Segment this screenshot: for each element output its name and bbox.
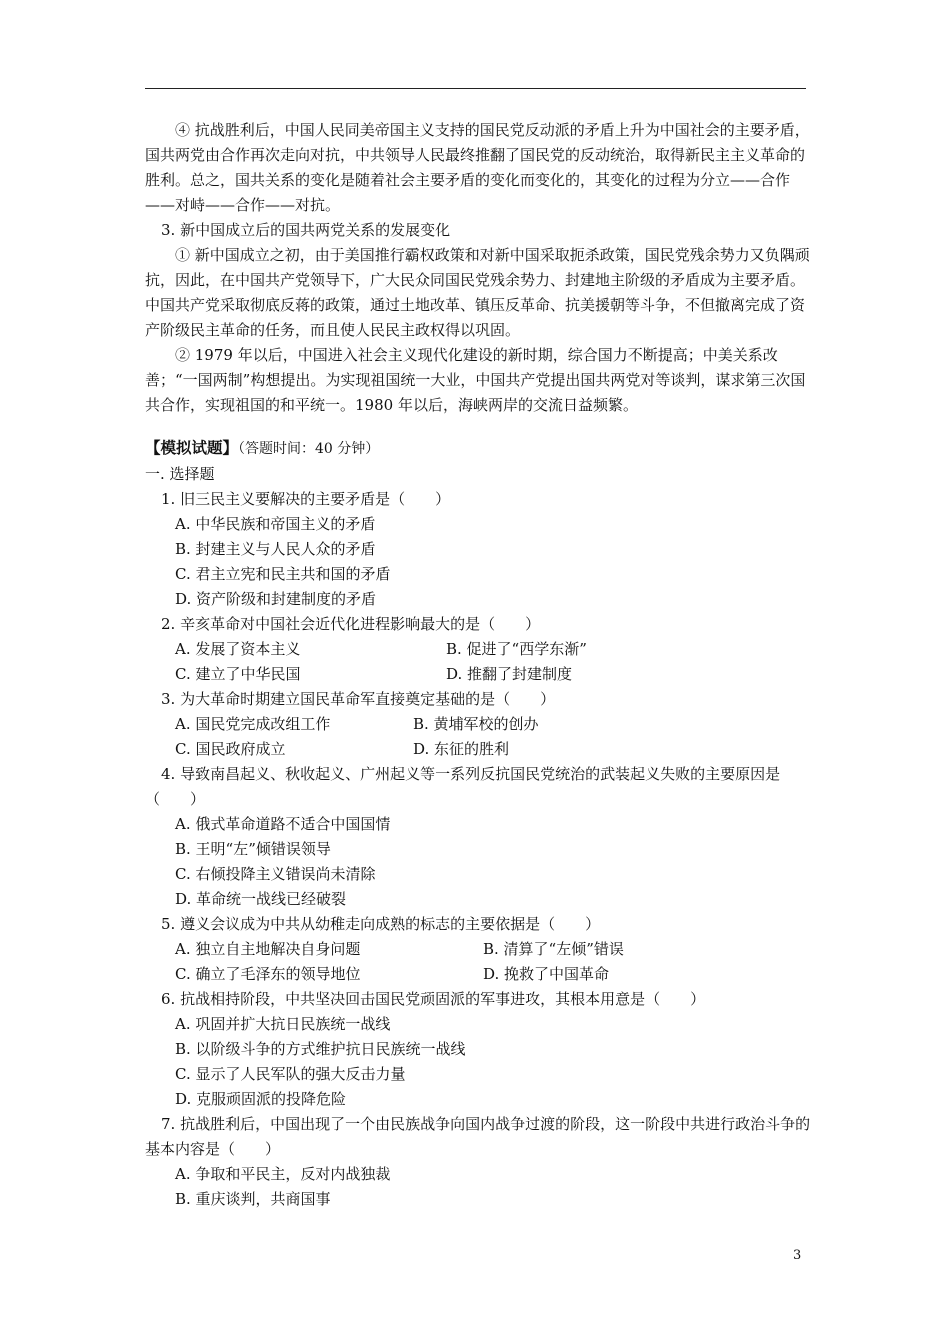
question-3-row-2	[145, 737, 813, 762]
question-5-option-a: A. 独立自主地解决自身问题	[175, 940, 361, 958]
question-5-option-d: D. 挽救了中国革命	[483, 965, 610, 983]
question-4-option-a: A. 俄式革命道路不适合中国国情	[175, 815, 391, 833]
question-2-row-1	[145, 637, 813, 662]
question-2-stem: 2. 辛亥革命对中国社会近代化进程影响最大的是（ ）	[161, 615, 541, 633]
question-4-option-d: D. 革命统一战线已经破裂	[175, 890, 347, 908]
mock-test-heading	[145, 436, 813, 462]
question-6-stem: 6. 抗战相持阶段，中共坚决回击国民党顽固派的军事进攻，其根本用意是（ ）	[161, 990, 706, 1008]
question-5-stem: 5. 遵义会议成为中共从幼稚走向成熟的标志的主要依据是（ ）	[161, 915, 601, 933]
question-5-row-2	[145, 962, 813, 987]
question-6-option-a: A. 巩固并扩大抗日民族统一战线	[175, 1015, 391, 1033]
question-4-stem: 4. 导致南昌起义、秋收起义、广州起义等一系列反抗国民党统治的武装起义失败的主要原因是（ ）	[145, 765, 781, 808]
question-2-option-a: A. 发展了资本主义	[175, 640, 301, 658]
question-3-row-1	[145, 712, 813, 737]
question-5-option-c: C. 确立了毛泽东的领导地位	[175, 965, 361, 983]
paragraph-4: ④ 抗战胜利后，中国人民同美帝国主义支持的国民党反动派的矛盾上升为中国社会的主要矛盾，国共两党由合作再次走向对抗，中共领导人民最终推翻了国民党的反动统治，取得新民主主义革命的胜利。总之，国共关系的变化是随着社会主要矛盾的变化而变化的，其变化的过程为分立——合作——对峙——合作——对抗。	[145, 121, 810, 214]
question-7-stem: 7. 抗战胜利后，中国出现了一个由民族战争向国内战争过渡的阶段，这一阶段中共进行政治斗争的基本内容是（ ）	[145, 1115, 811, 1158]
question-3-option-d: D. 东征的胜利	[413, 740, 510, 758]
paragraph-3-2: ② 1979 年以后，中国进入社会主义现代化建设的新时期，综合国力不断提高；中美关系改善；“一国两制”构想提出。为实现祖国统一大业，中国共产党提出国共两党对等谈判，谋求第三次国共合作，实现祖国的和平统一。1980 年以后，海峡两岸的交流日益频繁。	[145, 346, 806, 414]
question-6-option-d: D. 克服顽固派的投降危险	[175, 1090, 347, 1108]
question-6-option-c: C. 显示了人民军队的强大反击力量	[175, 1065, 406, 1083]
question-7-option-a: A. 争取和平民主，反对内战独裁	[175, 1165, 391, 1183]
section-one-title: 一. 选择题	[145, 465, 215, 483]
question-4-option-b: B. 王明“左”倾错误领导	[175, 840, 331, 858]
question-3-option-a: A. 国民党完成改组工作	[175, 715, 331, 733]
section-3-title: 3. 新中国成立后的国共两党关系的发展变化	[161, 221, 451, 239]
question-5-option-b: B. 清算了“左倾”错误	[483, 940, 624, 958]
question-6-option-b: B. 以阶级斗争的方式维护抗日民族统一战线	[175, 1040, 466, 1058]
question-1-option-b: B. 封建主义与人民人众的矛盾	[175, 540, 376, 558]
paragraph-3-1: ① 新中国成立之初，由于美国推行霸权政策和对新中国采取扼杀政策，国民党残余势力又负隅顽抗，因此，在中国共产党领导下，广大民众同国民党残余势力、封建地主阶级的矛盾成为主要矛盾。中国共产党采取彻底反蒋的政策，通过土地改革、镇压反革命、抗美援朝等斗争，不但撤离完成了资产阶级民主革命的任务，而且使人民民主政权得以巩固。	[145, 246, 810, 339]
question-1-option-d: D. 资产阶级和封建制度的矛盾	[175, 590, 377, 608]
question-3-stem: 3. 为大革命时期建立国民革命军直接奠定基础的是（ ）	[161, 690, 556, 708]
mock-test-time-note: （答题时间：40 分钟）	[238, 441, 380, 457]
question-4-option-c: C. 右倾投降主义错误尚未清除	[175, 865, 376, 883]
question-1-option-a: A. 中华民族和帝国主义的矛盾	[175, 515, 376, 533]
question-5-row-1	[145, 937, 813, 962]
question-1-option-c: C. 君主立宪和民主共和国的矛盾	[175, 565, 391, 583]
question-2-option-d: D. 推翻了封建制度	[446, 665, 573, 683]
document-body	[145, 118, 813, 1212]
question-1-stem: 1. 旧三民主义要解决的主要矛盾是（ ）	[161, 490, 451, 508]
question-3-option-b: B. 黄埔军校的创办	[413, 715, 539, 733]
question-3-option-c: C. 国民政府成立	[175, 740, 286, 758]
page-number: 3	[793, 1248, 802, 1263]
question-2-row-2	[145, 662, 813, 687]
header-rule	[145, 88, 806, 89]
question-2-option-c: C. 建立了中华民国	[175, 665, 301, 683]
mock-test-title: 【模拟试题】	[145, 439, 239, 457]
question-2-option-b: B. 促进了“西学东渐”	[446, 640, 587, 658]
question-7-option-b: B. 重庆谈判，共商国事	[175, 1190, 331, 1208]
